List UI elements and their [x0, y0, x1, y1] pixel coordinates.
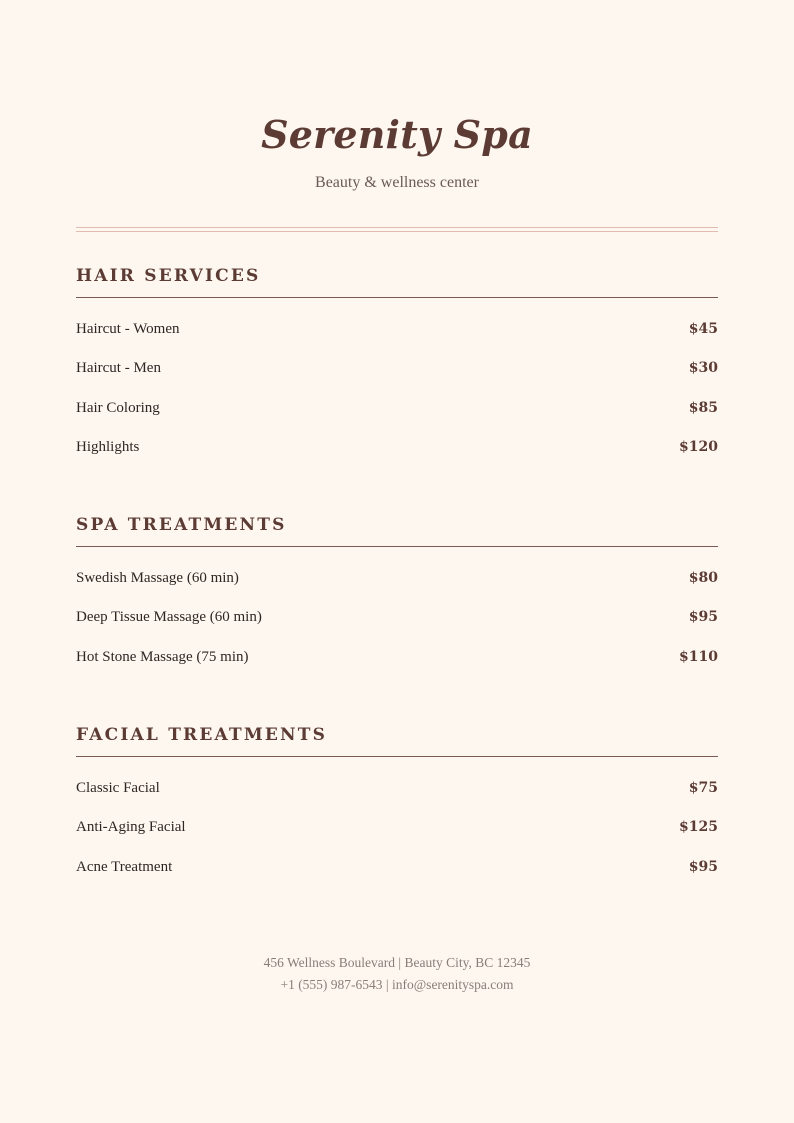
service-item: [76, 570, 718, 609]
service-list: [76, 570, 718, 688]
service-name: Acne Treatment: [76, 858, 173, 875]
service-list: [76, 321, 718, 478]
section-facial-treatments: [76, 724, 718, 898]
service-price: $110: [679, 648, 718, 665]
service-price: $45: [688, 321, 718, 337]
service-name: Hair Coloring: [76, 399, 160, 416]
footer-contact: +1 (555) 987-6543 | info@serenityspa.com: [280, 977, 514, 992]
section-title: HAIR SERVICES: [76, 265, 718, 298]
section-title: SPA TREATMENTS: [76, 514, 718, 547]
service-price: $120: [679, 438, 718, 455]
header: [76, 0, 718, 193]
service-item: [76, 321, 718, 360]
service-price: $75: [688, 780, 718, 797]
service-price: $95: [688, 858, 718, 875]
service-item: [76, 819, 718, 858]
service-price: $125: [679, 819, 718, 836]
service-name: Deep Tissue Massage (60 min): [76, 609, 262, 626]
footer: [0, 952, 794, 996]
service-item: [76, 609, 718, 648]
section-hair-services: [76, 265, 718, 478]
service-name: Hot Stone Massage (75 min): [76, 648, 249, 665]
service-name: Anti-Aging Facial: [76, 819, 186, 836]
header-divider: [76, 227, 718, 232]
service-item: [76, 360, 718, 399]
service-name: Swedish Massage (60 min): [76, 570, 239, 587]
service-price: $30: [688, 360, 718, 377]
footer-address: 456 Wellness Boulevard | Beauty City, BC 12345: [263, 955, 531, 970]
section-title: FACIAL TREATMENTS: [76, 724, 718, 757]
service-price: $95: [688, 609, 718, 626]
service-name: Haircut - Men: [76, 360, 161, 377]
service-price: $80: [688, 570, 718, 587]
service-name: Highlights: [76, 438, 140, 455]
service-list: [76, 780, 718, 898]
service-item: [76, 859, 718, 898]
service-name: Classic Facial: [76, 780, 160, 797]
menu-page: [76, 0, 718, 898]
page-subtitle: Beauty & wellness center: [315, 174, 479, 191]
service-item: [76, 400, 718, 439]
service-price: $85: [688, 399, 718, 416]
service-item: [76, 649, 718, 688]
service-item: [76, 439, 718, 478]
section-spa-treatments: [76, 514, 718, 688]
service-item: [76, 780, 718, 819]
page-title: Serenity Spa: [261, 112, 533, 157]
service-name: Haircut - Women: [76, 321, 180, 337]
